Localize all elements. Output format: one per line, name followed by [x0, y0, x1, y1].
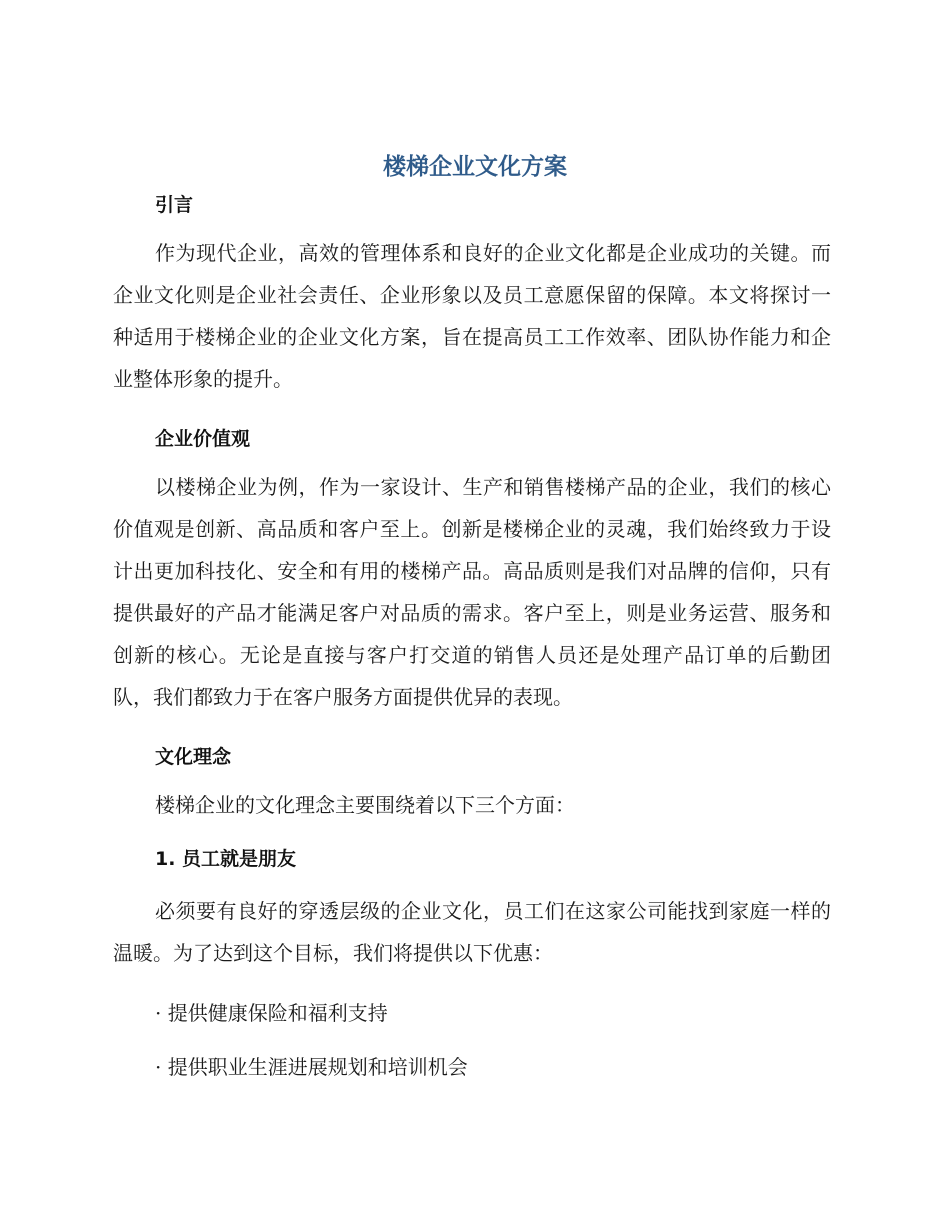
- section-paragraph-philosophy: 楼梯企业的文化理念主要围绕着以下三个方面：: [155, 793, 575, 817]
- section-paragraph-intro: 作为现代企业，高效的管理体系和良好的企业文化都是企业成功的关键。而企业文化则是企业社会责任、企业形象以及员工意愿保留的保障。本文将探讨一种适用于楼梯企业的企业文化方案，旨在提高员工工作效率、团队协作能力和企业整体形象的提升。: [113, 241, 831, 391]
- section-paragraph-values: 以楼梯企业为例，作为一家设计、生产和销售楼梯产品的企业，我们的核心价值观是创新、高品质和客户至上。创新是楼梯企业的灵魂，我们始终致力于设计出更加科技化、安全和有用的楼梯产品。高品质则是我们对品牌的信仰，只有提供最好的产品才能满足客户对品质的需求。客户至上，则是业务运营、服务和创新的核心。无论是直接与客户打交道的销售人员还是处理产品订单的后勤团队，我们都致力于在客户服务方面提供优异的表现。: [113, 475, 831, 709]
- bullet-item-health: · 提供健康保险和福利支持: [155, 1001, 388, 1025]
- section-heading-intro: 引言: [155, 194, 194, 216]
- section-heading-point1: 1. 员工就是朋友: [155, 848, 297, 870]
- section-heading-values: 企业价值观: [155, 428, 251, 450]
- section-heading-philosophy: 文化理念: [155, 746, 232, 768]
- document-body: [113, 190, 831, 1082]
- bullet-item-career: · 提供职业生涯进展规划和培训机会: [155, 1055, 468, 1079]
- section-paragraph-point1: 必须要有良好的穿透层级的企业文化，员工们在这家公司能找到家庭一样的温暖。为了达到这个目标，我们将提供以下优惠：: [113, 899, 831, 965]
- document-title: 楼梯企业文化方案: [383, 154, 567, 180]
